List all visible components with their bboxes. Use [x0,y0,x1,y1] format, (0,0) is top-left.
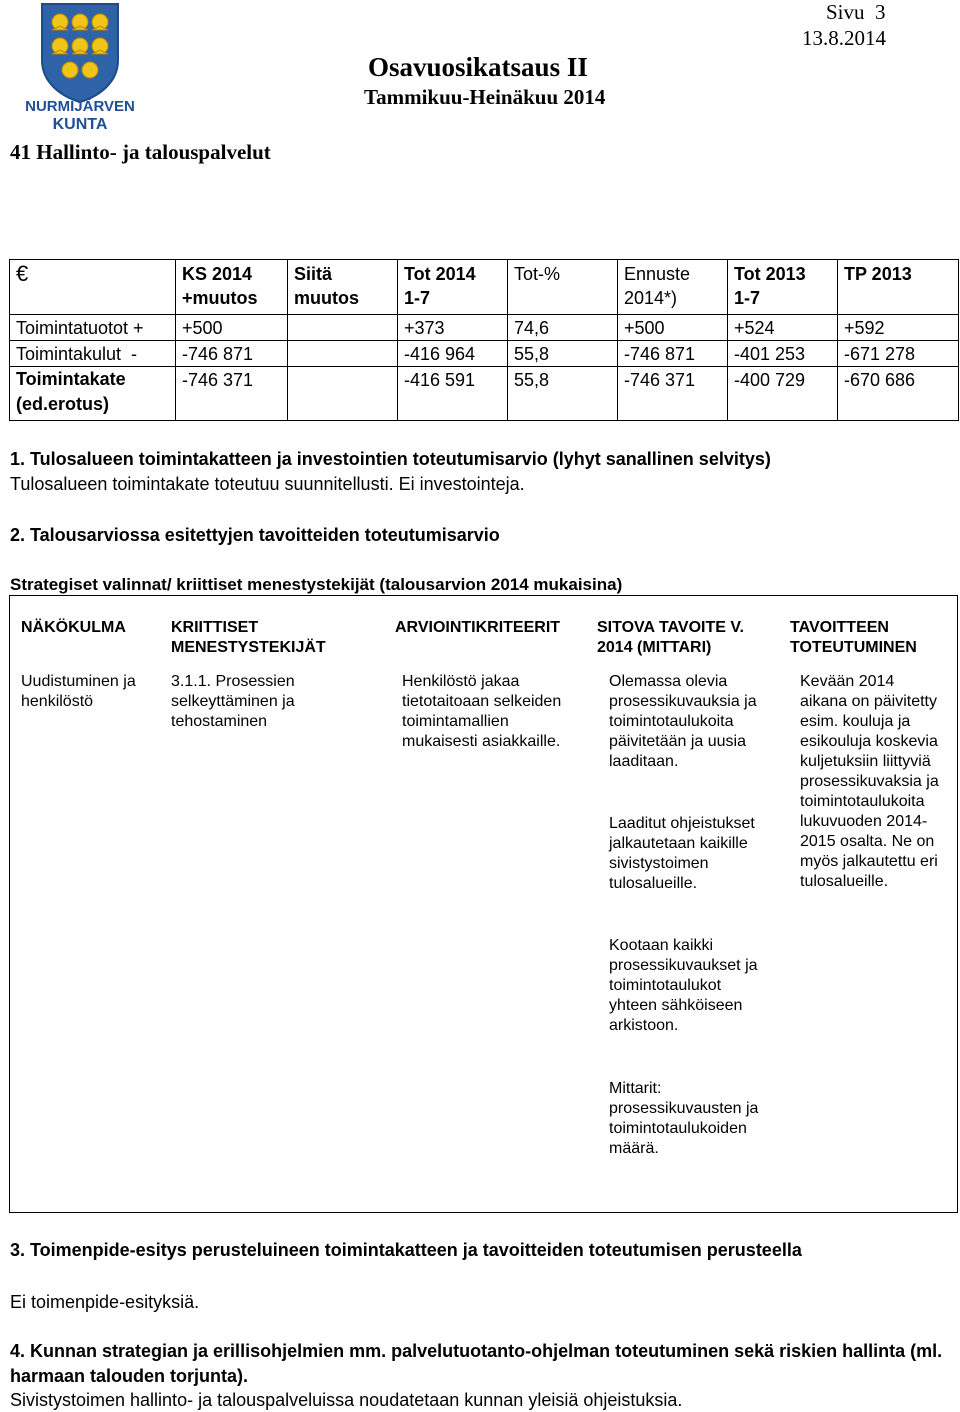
table-row [10,367,959,421]
section4-heading: 4. Kunnan strategian ja erillisohjelmien mm. palvelutuotanto-ohjelman toteutuminen sekä riskien hallinta (ml. harmaan talouden torjunta). [10,1341,943,1386]
header-criteria: ARVIOINTIKRITEERIT [395,619,561,636]
table-cell: +500 [618,315,728,341]
section1-text: Tulosalueen toimintakate toteutuu suunnitellusti. Ei investointeja. [10,474,525,494]
goal-target: Laaditut ohjeistukset jalkautetaan kaikille sivistystoimen tulosalueille. [609,815,755,892]
report-title: Osavuosikatsaus II [368,52,588,82]
section3-heading: 3. Toimenpide-esitys perusteluineen toimintakatteen ja tavoitteiden toteutumisen perusteella [10,1240,802,1260]
table-cell: 55,8 [508,341,618,367]
logo-text-2: KUNTA [52,116,108,133]
table-cell: -746 371 [176,367,288,421]
header-factors: KRIITTISET MENESTYSTEKIJÄT [171,619,326,656]
logo-text-1: NURMIJÄRVEN [25,98,135,115]
goal-factor: 3.1.1. Prosessien selkeyttäminen ja tehostaminen [171,673,295,730]
table-row [10,341,959,367]
table-cell: +524 [728,315,838,341]
coat-of-arms-icon [18,2,142,134]
municipality-logo [18,2,142,134]
table-cell: -416 964 [398,341,508,367]
col-ennuste: Ennuste 2014*) [618,260,728,315]
header-perspective: NÄKÖKULMA [21,619,126,636]
row-label: Toimintakate (ed.erotus) [10,367,176,421]
table-cell: -746 871 [618,341,728,367]
department-title: 41 Hallinto- ja talouspalvelut [10,140,271,164]
goals-table [9,595,958,1213]
table-row [10,315,959,341]
table-cell [288,315,398,341]
table-cell: -670 686 [838,367,959,421]
table-cell: -400 729 [728,367,838,421]
goal-perspective: Uudistuminen ja henkilöstö [21,673,136,710]
table-cell: -746 371 [618,367,728,421]
goal-target: Olemassa olevia prosessikuvauksia ja toimintotaulukoita päivitetään ja uusia laaditaan. [609,673,757,770]
section3-text: Ei toimenpide-esityksiä. [10,1292,200,1312]
table-cell: 74,6 [508,315,618,341]
col-tp2013: TP 2013 [838,260,959,315]
col-ks2014: KS 2014 +muutos [176,260,288,315]
header-outcome: TAVOITTEEN TOTEUTUMINEN [790,619,917,656]
table-cell: -671 278 [838,341,959,367]
table-cell: -401 253 [728,341,838,367]
goal-target: Kootaan kaikki prosessikuvaukset ja toimintotaulukot yhteen sähköiseen arkistoon. [609,937,758,1034]
table-cell: +373 [398,315,508,341]
table-cell [288,341,398,367]
goal-target: Mittarit: prosessikuvausten ja toimintotaulukoiden määrä. [609,1080,759,1157]
section4-text: Sivistystoimen hallinto- ja talouspalveluissa noudatetaan kunnan yleisiä ohjeistuksia. [10,1390,683,1410]
goal-criteria: Henkilöstö jakaa tietotaitoaan selkeiden toimintamallien mukaisesti asiakkaille. [402,673,562,750]
currency-symbol: € [10,260,176,315]
table-cell: 55,8 [508,367,618,421]
table-cell: +500 [176,315,288,341]
table-cell [288,367,398,421]
report-subtitle: Tammikuu-Heinäkuu 2014 [364,85,606,109]
header-target: SITOVA TAVOITE V. 2014 (MITTARI) [597,619,744,656]
row-label: Toimintatuotot + [10,315,176,341]
col-tot2014: Tot 2014 1-7 [398,260,508,315]
row-label: Toimintakulut - [10,341,176,367]
col-tot-percent: Tot-% [508,260,618,315]
col-tot2013: Tot 2013 1-7 [728,260,838,315]
section2-subheading: Strategiset valinnat/ kriittiset menestystekijät (talousarvion 2014 mukaisina) [10,575,623,594]
table-cell: +592 [838,315,959,341]
col-siita-muutos: Siitä muutos [288,260,398,315]
goal-outcome: Kevään 2014 aikana on päivitetty esim. kouluja ja esikouluja koskevia kuljetuksiin liittyviä prosessikuvaksia ja toimintotaulukoita lukuvuoden 2014-2015 osalta. Ne on myös jalkautettu eri tulosalueille. [800,673,939,890]
finance-header-row [10,260,959,315]
section2-heading: 2. Talousarviossa esitettyjen tavoitteiden toteutumisarvio [10,525,500,545]
finance-table [9,259,958,422]
page-number: Sivu 3 [826,0,886,24]
table-cell: -746 871 [176,341,288,367]
table-cell: -416 591 [398,367,508,421]
report-date: 13.8.2014 [802,26,886,50]
section1-heading: 1. Tulosalueen toimintakatteen ja investointien toteutumisarvio (lyhyt sanallinen selvitys) [10,449,771,469]
